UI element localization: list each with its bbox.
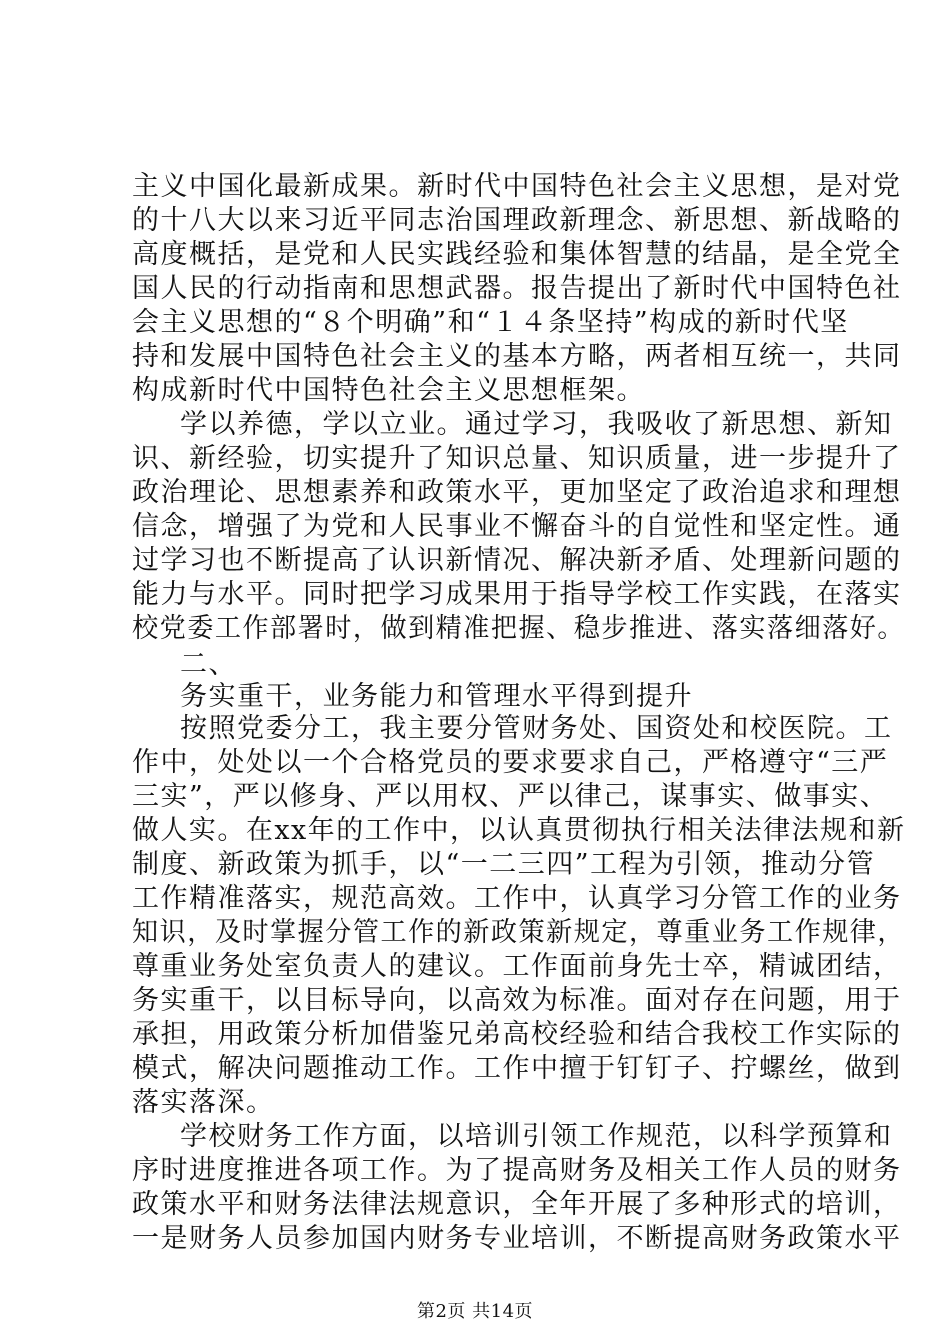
text-line: 尊重业务处室负责人的建议。工作面前身先士卒，精诚团结， [132,951,902,982]
text-line: 校党委工作部署时，做到精准把握、稳步推进、落实落细落好。 [132,613,906,644]
text-line: 过学习也不断提高了认识新情况、解决新矛盾、处理新问题的 [132,545,902,576]
text-line: 知识，及时掌握分管工作的新政策新规定，尊重业务工作规律， [132,917,906,948]
text-line: 政治理论、思想素养和政策水平，更加坚定了政治追求和理想 [132,477,902,508]
text-line: 高度概括，是党和人民实践经验和集体智慧的结晶，是全党全 [132,239,902,270]
text-line: 会主义思想的“８个明确”和“１４条坚持”构成的新时代坚 [132,307,849,338]
page-footer: 第2页 共14页 [416,1301,534,1322]
section-title: 务实重干，业务能力和管理水平得到提升 [180,681,693,712]
text-line: 按照党委分工，我主要分管财务处、国资处和校医院。工 [180,713,893,744]
text-line: 持和发展中国特色社会主义的基本方略，两者相互统一，共同 [132,341,902,372]
text-line: 三实”，严以修身、严以用权、严以律己，谋事实、做事实、 [132,781,889,812]
text-line: 信念，增强了为党和人民事业不懈奋斗的自觉性和坚定性。通 [132,511,902,542]
text-line: 落实落深。 [132,1087,275,1118]
text-line: 做人实。在xx年的工作中，以认真贯彻执行相关法律法规和新 [132,815,906,846]
text-line: 模式，解决问题推动工作。工作中擅于钉钉子、拧螺丝，做到 [132,1053,902,1084]
text-line: 制度、新政策为抓手，以“一二三四”工程为引领，推动分管 [132,849,876,880]
text-line: 一是财务人员参加国内财务专业培训，不断提高财务政策水平 [132,1223,902,1254]
text-line: 识、新经验，切实提升了知识总量、知识质量，进一步提升了 [132,443,902,474]
text-line: 序时进度推进各项工作。为了提高财务及相关工作人员的财务 [132,1155,902,1186]
section-number: 二、 [180,649,237,680]
text-line: 的十八大以来习近平同志治国理政新理念、新思想、新战略的 [132,205,902,236]
text-line: 主义中国化最新成果。新时代中国特色社会主义思想，是对党 [132,171,902,202]
text-line: 学以养德，学以立业。通过学习，我吸收了新思想、新知 [180,409,893,440]
text-line: 工作精准落实，规范高效。工作中，认真学习分管工作的业务 [132,883,902,914]
text-line: 作中，处处以一个合格党员的要求要求自己，严格遵守“三严 [132,747,889,778]
text-line: 政策水平和财务法律法规意识，全年开展了多种形式的培训， [132,1189,902,1220]
text-line: 能力与水平。同时把学习成果用于指导学校工作实践，在落实 [132,579,902,610]
text-line: 承担，用政策分析加借鉴兄弟高校经验和结合我校工作实际的 [132,1019,902,1050]
text-line: 务实重干，以目标导向，以高效为标准。面对存在问题，用于 [132,985,902,1016]
text-line: 构成新时代中国特色社会主义思想框架。 [132,375,645,406]
text-line: 国人民的行动指南和思想武器。报告提出了新时代中国特色社 [132,273,902,304]
text-line: 学校财务工作方面，以培训引领工作规范，以科学预算和 [180,1121,893,1152]
